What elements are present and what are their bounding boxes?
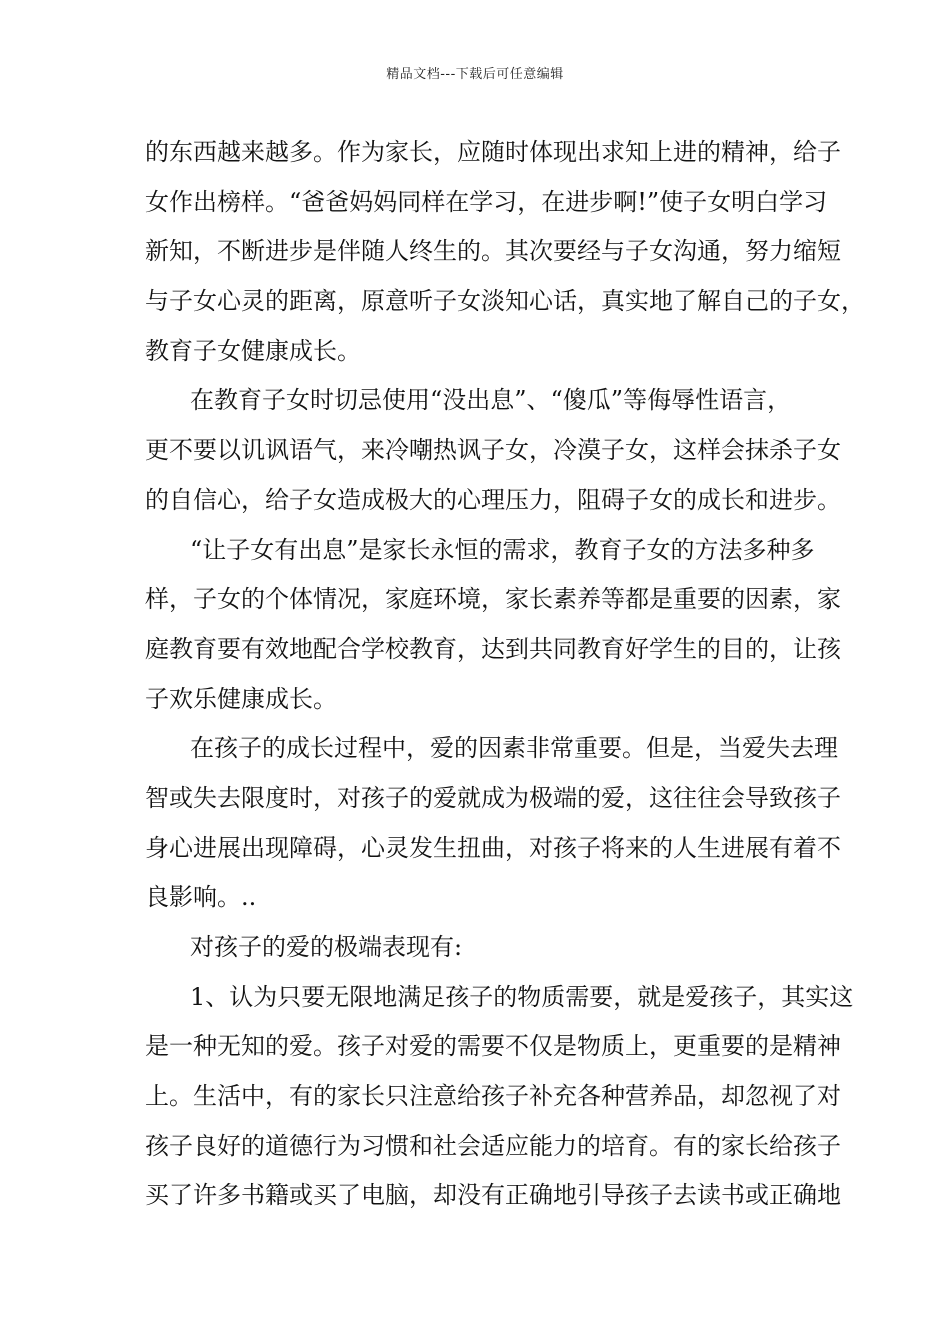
text-line: 在孩子的成长过程中，爱的因素非常重要。但是，当爱失去理 bbox=[190, 734, 838, 763]
text-line: 身心进展出现障碍，心灵发生扭曲，对孩子将来的人生进展有着不 bbox=[145, 833, 841, 862]
text-line: 对孩子的爱的极端表现有: bbox=[190, 933, 463, 961]
text-line: 是一种无知的爱。孩子对爱的需要不仅是物质上，更重要的是精神 bbox=[145, 1032, 841, 1061]
text-line: 庭教育要有效地配合学校教育，达到共同教育好学生的目的，让孩 bbox=[145, 634, 841, 663]
text-line: 的自信心，给子女造成极大的心理压力，阻碍子女的成长和进步。 bbox=[145, 485, 841, 514]
text-line: 教育子女健康成长。 bbox=[145, 336, 361, 365]
text-line: 孩子良好的道德行为习惯和社会适应能力的培育。有的家长给孩子 bbox=[145, 1131, 841, 1160]
text-line: 上。生活中，有的家长只注意给孩子补充各种营养品，却忽视了对 bbox=[145, 1082, 841, 1111]
text-line: 1、认为只要无限地满足孩子的物质需要，就是爱孩子，其实这 bbox=[190, 982, 854, 1011]
text-line: 智或失去限度时，对孩子的爱就成为极端的爱，这往往会导致孩子 bbox=[145, 783, 841, 812]
text-line: 新知，不断进步是伴随人终生的。其次要经与子女沟通，努力缩短 bbox=[145, 237, 841, 266]
document-body bbox=[145, 128, 865, 1221]
text-line: 女作出榜样。“爸爸妈妈同样在学习，在进步啊!”使子女明白学习 bbox=[145, 187, 828, 216]
text-line: 在教育子女时切忌使用“没出息”、“傻瓜”等侮辱性语言， bbox=[190, 386, 792, 415]
text-line: “让子女有出息”是家长永恒的需求，教育子女的方法多种多 bbox=[190, 535, 815, 564]
text-line: 良影响。.. bbox=[145, 883, 257, 912]
text-line: 更不要以讥讽语气，来冷嘲热讽子女，冷漠子女，这样会抹杀子女 bbox=[145, 436, 841, 465]
text-line: 样，子女的个体情况，家庭环境，家长素养等都是重要的因素，家 bbox=[145, 585, 841, 614]
text-line: 与子女心灵的距离，原意听子女淡知心话，真实地了解自己的子女， bbox=[145, 287, 865, 316]
text-line: 子欢乐健康成长。 bbox=[145, 684, 337, 713]
text-line: 的东西越来越多。作为家长，应随时体现出求知上进的精神，给子 bbox=[145, 138, 841, 166]
text-line: 买了许多书籍或买了电脑，却没有正确地引导孩子去读书或正确地 bbox=[145, 1181, 841, 1210]
page-header: 精品文档---下载后可任意编辑 bbox=[386, 67, 564, 82]
